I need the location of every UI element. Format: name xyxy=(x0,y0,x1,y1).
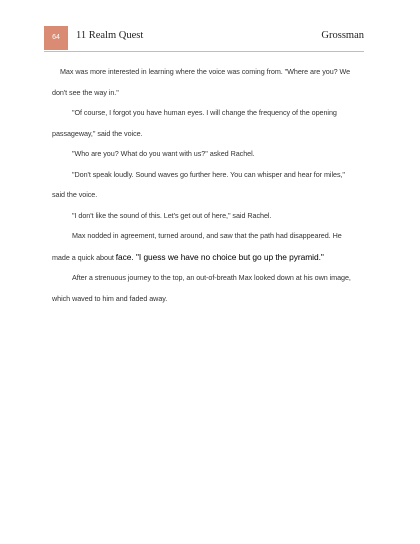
paragraph xyxy=(52,103,358,144)
paragraph xyxy=(52,226,358,268)
book-title: 11 Realm Quest xyxy=(76,30,144,41)
paragraph-text-tail: face. "I guess we have no choice but go up the pyramid." xyxy=(115,251,324,262)
paragraph-text: Max nodded in agreement, turned around, and saw that the path had disappeared. He made a quick about xyxy=(52,231,342,262)
paragraph-text: "Of course, I forgot you have human eyes. I will change the frequency of the opening passageway," said the voice. xyxy=(52,108,337,138)
paragraph-text: "Who are you? What do you want with us?" asked Rachel. xyxy=(72,149,255,158)
paragraph xyxy=(52,206,358,227)
paragraph xyxy=(52,62,358,103)
body-text xyxy=(52,62,358,309)
header-divider xyxy=(44,51,364,52)
paragraph xyxy=(52,268,358,309)
paragraph-text: Max was more interested in learning where the voice was coming from. "Where are you? We don't see the way in." xyxy=(52,67,351,97)
paragraph-text: "I don't like the sound of this. Let's get out of here," said Rachel. xyxy=(72,210,272,220)
paragraph xyxy=(52,165,358,206)
paragraph-text: After a strenuous journey to the top, an out-of-breath Max looked down at his own image, which waved to him and faded away. xyxy=(52,273,351,303)
page-number-badge: 64 xyxy=(44,26,68,50)
author-name: Grossman xyxy=(321,30,364,41)
paragraph-text: "Don't speak loudly. Sound waves go further here. You can whisper and hear for miles," said the voice. xyxy=(52,169,345,199)
paragraph xyxy=(52,144,358,165)
running-header xyxy=(44,26,364,50)
